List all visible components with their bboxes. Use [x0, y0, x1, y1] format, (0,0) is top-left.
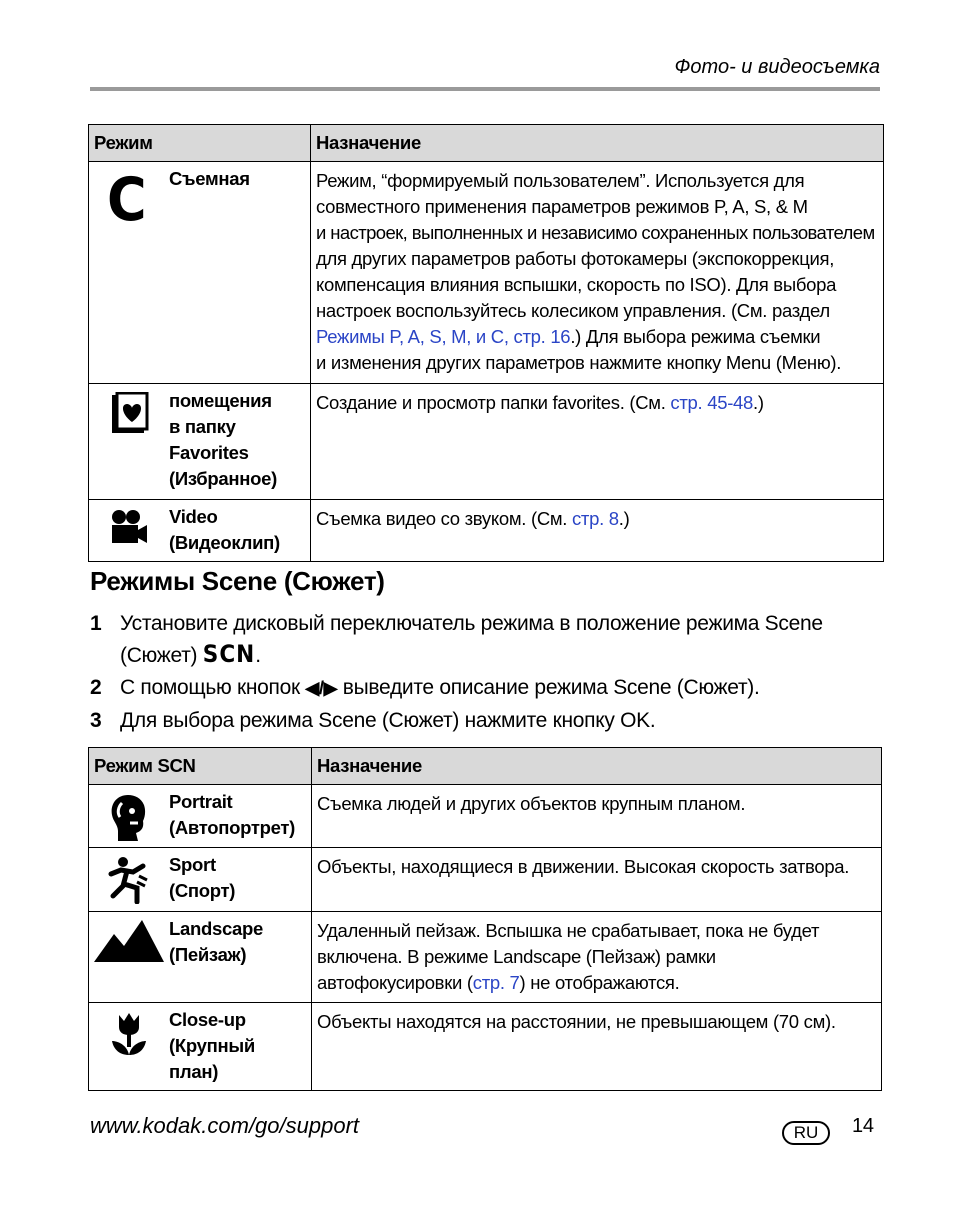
step-text-end: выведите описание режима Scene (Сюжет). — [342, 676, 760, 699]
step-item — [90, 673, 850, 703]
table-header-row — [89, 748, 882, 785]
svg-text:C: C — [107, 170, 147, 226]
close-up-flower-icon — [89, 1003, 169, 1059]
mode-name-line: (Крупный — [169, 1035, 255, 1056]
page-link[interactable]: стр. 45-48 — [670, 392, 754, 413]
mode-cell — [89, 384, 311, 500]
mode-cell — [89, 848, 312, 912]
mode-name — [169, 384, 281, 492]
step-number: 3 — [90, 709, 102, 732]
description-text: автофокусировки ( — [317, 972, 473, 993]
landscape-mountains-icon — [89, 912, 169, 964]
mode-name-line: помещения — [169, 390, 272, 411]
mode-description: Объекты находятся на расстоянии, не превышающем (70 см). — [312, 1003, 882, 1091]
column-header-mode: Режим SCN — [89, 748, 312, 785]
header-divider — [90, 87, 880, 91]
page-link[interactable]: стр. 8 — [571, 508, 619, 529]
description-text: .) Для выбора режима съемки — [570, 326, 821, 347]
mode-name — [169, 785, 299, 841]
language-badge: RU — [782, 1121, 830, 1145]
custom-c-icon — [89, 162, 169, 226]
mode-name-line: Close-up — [169, 1009, 246, 1030]
description-line: и настроек, выполненных и независимо сохраненных пользователем — [316, 222, 875, 243]
description-line — [317, 970, 876, 996]
mode-name-line: (Видеоклип) — [169, 532, 280, 553]
mode-description — [312, 912, 882, 1003]
step-item — [90, 706, 850, 736]
description-text: ) не отображаются. — [519, 972, 680, 993]
table-header-row — [89, 125, 884, 162]
description-line: и изменения других параметров нажмите кнопку Menu (Меню). — [316, 352, 842, 373]
mode-description — [311, 162, 884, 384]
mode-name — [169, 1003, 259, 1085]
step-text — [120, 673, 850, 703]
mode-name-line: (Спорт) — [169, 880, 236, 901]
mode-description: Объекты, находящиеся в движении. Высокая скорость затвора. — [312, 848, 882, 912]
description-text: .) — [753, 392, 764, 413]
page-link[interactable]: стр. 7 — [472, 972, 520, 993]
portrait-icon — [89, 785, 169, 843]
step-text-body: С помощью кнопок — [120, 676, 300, 699]
step-text-end: . — [255, 644, 261, 667]
favorites-heart-icon — [89, 384, 169, 436]
column-header-purpose: Назначение — [311, 125, 884, 162]
description-text: Съемка видео со звуком. (См. — [316, 508, 572, 529]
section-title: Режимы Scene (Сюжет) — [90, 566, 385, 596]
page-number: 14 — [852, 1115, 874, 1137]
scn-symbol: SCN — [202, 640, 256, 668]
video-camera-icon — [89, 500, 169, 546]
mode-cell — [89, 500, 311, 562]
mode-description — [311, 384, 884, 500]
description-line: совместного применения параметров режимов P, A, S, & M — [316, 196, 808, 217]
table-row — [89, 912, 882, 1003]
step-text-body: Установите дисковый переключатель режима в положение режима Scene (Сюжет) — [120, 612, 823, 667]
mode-name-line: Landscape — [169, 918, 263, 939]
description-text: Создание и просмотр папки favorites. (См. — [316, 392, 671, 413]
mode-cell — [89, 785, 312, 848]
description-line: настроек воспользуйтесь колесиком управления. (См. раздел — [316, 300, 830, 321]
mode-name-line: (Избранное) — [169, 468, 278, 489]
scene-modes-table — [88, 747, 882, 1091]
mode-name-line: (Автопортрет) — [169, 817, 296, 838]
table-row — [89, 1003, 882, 1091]
mode-description: Съемка людей и других объектов крупным планом. — [312, 785, 882, 848]
page-link[interactable]: Режимы P, A, S, M, и C, стр. 16 — [316, 326, 571, 347]
step-text — [120, 609, 850, 671]
sport-runner-icon — [89, 848, 169, 904]
mode-name — [169, 500, 284, 556]
mode-name-line: Portrait — [169, 791, 233, 812]
left-right-arrows-icon: ◀/▶ — [305, 678, 338, 698]
table-row — [89, 162, 884, 384]
mode-name-line: в папку — [169, 416, 236, 437]
table-row — [89, 500, 884, 562]
description-text: .) — [618, 508, 630, 529]
mode-name-line: Favorites — [169, 442, 249, 463]
description-line: Удаленный пейзаж. Вспышка не срабатывает, пока не будет — [317, 920, 820, 941]
mode-description — [311, 500, 884, 562]
description-line: Режим, “формируемый пользователем”. Используется для — [316, 170, 805, 191]
description-line: включена. В режиме Landscape (Пейзаж) рамки — [317, 946, 716, 967]
table-row — [89, 848, 882, 912]
mode-name-line: план) — [169, 1061, 219, 1082]
mode-name — [169, 912, 267, 968]
chapter-title: Фото- и видеосъемка — [674, 56, 880, 78]
description-line — [316, 324, 878, 350]
mode-cell — [89, 912, 312, 1003]
support-url[interactable]: www.kodak.com/go/support — [90, 1113, 360, 1138]
step-item — [90, 609, 850, 671]
mode-name-line: Video — [169, 506, 218, 527]
camera-modes-table — [88, 124, 884, 562]
mode-cell — [89, 162, 311, 384]
column-header-purpose: Назначение — [312, 748, 882, 785]
table-row — [89, 785, 882, 848]
step-number: 2 — [90, 676, 102, 699]
mode-name — [169, 848, 239, 904]
column-header-mode: Режим — [89, 125, 311, 162]
description-line: для других параметров работы фотокамеры (экспокоррекция, — [316, 248, 835, 269]
step-text: Для выбора режима Scene (Сюжет) нажмите кнопку OK. — [120, 709, 656, 732]
mode-name: Съемная — [169, 168, 250, 189]
mode-name-line: Sport — [169, 854, 216, 875]
table-row — [89, 384, 884, 500]
description-line: компенсация влияния вспышки, скорость по ISO). Для выбора — [316, 274, 837, 295]
mode-cell — [89, 1003, 312, 1091]
mode-name-line: (Пейзаж) — [169, 944, 247, 965]
step-number: 1 — [90, 612, 102, 635]
